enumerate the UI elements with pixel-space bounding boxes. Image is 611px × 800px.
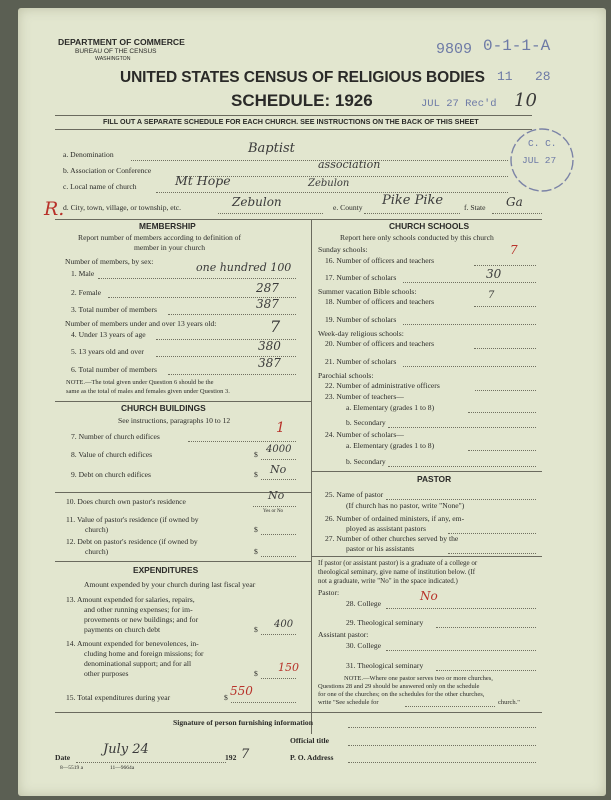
q24b-label: b. Secondary xyxy=(346,457,386,466)
q13-value[interactable]: 400 xyxy=(274,619,294,630)
q9-value[interactable]: No xyxy=(270,463,287,476)
official-title-label: Official title xyxy=(290,736,330,745)
q14-line1: 14. Amount expended for benevolences, in- xyxy=(66,639,199,648)
dollar-sign: $ xyxy=(254,470,258,479)
pastor-sub: Pastor: xyxy=(318,588,340,597)
pastor-note1: NOTE.—Where one pastor serves two or more churches, xyxy=(344,675,493,682)
q27-label: 27. Number of other churches served by the xyxy=(325,534,459,543)
form-code: 0-1-1-A xyxy=(483,37,551,55)
date-label: Date xyxy=(55,753,71,762)
association-value[interactable]: association xyxy=(318,158,381,171)
q8-value[interactable]: 4000 xyxy=(266,444,292,455)
sunday-label: Sunday schools: xyxy=(318,245,368,254)
q7-value[interactable]: 1 xyxy=(276,420,285,436)
date-value[interactable]: July 24 xyxy=(103,742,149,757)
assistant-sub: Assistant pastor: xyxy=(318,630,369,639)
q9-label: 9. Debt on church edifices xyxy=(71,470,151,479)
q2-value[interactable]: 287 xyxy=(256,281,279,295)
age-label: Number of members under and over 13 years old: xyxy=(65,319,217,328)
q13-line1: 13. Amount expended for salaries, repairs, xyxy=(66,595,195,604)
church-name-value2[interactable]: Zebulon xyxy=(308,178,350,189)
by-sex-label: Number of members, by sex: xyxy=(65,257,154,266)
q30-label: 30. College xyxy=(346,641,382,650)
q8-label: 8. Value of church edifices xyxy=(71,450,153,459)
q13-line2: and other running expenses; for im- xyxy=(84,605,193,614)
q10-label: 10. Does church own pastor's residence xyxy=(66,497,186,506)
grad-instr2: theological seminary, give name of institution below. (If xyxy=(318,568,476,576)
year-digit[interactable]: 7 xyxy=(241,747,250,762)
dollar-sign: $ xyxy=(254,669,258,678)
q5-value[interactable]: 380 xyxy=(258,339,281,353)
q1-label: 1. Male xyxy=(71,269,95,278)
q25-label: 25. Name of pastor xyxy=(325,490,384,499)
schools-title: CHURCH SCHOOLS xyxy=(389,221,470,231)
q11-label: 11. Value of pastor's residence (if owned by xyxy=(66,515,199,524)
po-address-label: P. O. Address xyxy=(290,753,334,762)
membership-title: MEMBERSHIP xyxy=(139,221,196,231)
seal-date: JUL 27 xyxy=(522,155,557,166)
q10-value[interactable]: No xyxy=(268,489,285,502)
instruction-line: FILL OUT A SEPARATE SCHEDULE FOR EACH CHURCH. SEE INSTRUCTIONS ON THE BACK OF THIS SHEET xyxy=(103,117,479,126)
pastor-note4: write "See schedule for xyxy=(318,699,379,706)
dollar-sign: $ xyxy=(254,525,258,534)
q3-label: 3. Total number of members xyxy=(71,305,158,314)
q24a-label: a. Elementary (grades 1 to 8) xyxy=(346,441,435,450)
parochial-label: Parochial schools: xyxy=(318,371,374,380)
census-form xyxy=(18,8,606,796)
q31-label: 31. Theological seminary xyxy=(346,661,424,670)
q14-value[interactable]: 150 xyxy=(278,661,299,674)
weekday-label: Week-day religious schools: xyxy=(318,329,404,338)
q12-label-2: church) xyxy=(85,547,109,556)
q4-label: 4. Under 13 years of age xyxy=(71,330,146,339)
stamp-28: 28 xyxy=(535,69,551,84)
q4-value[interactable]: 7 xyxy=(270,317,281,336)
expenditures-sub: Amount expended by your church during last fiscal year xyxy=(84,580,256,589)
q23-label: 23. Number of teachers— xyxy=(325,392,404,401)
membership-intro2: member in your church xyxy=(134,243,206,252)
q15-label: 15. Total expenditures during year xyxy=(66,693,171,702)
q10-hint: Yes or No xyxy=(263,509,284,514)
q25-hint: (If church has no pastor, write "None") xyxy=(346,501,465,510)
q18-label: 18. Number of officers and teachers xyxy=(325,297,435,306)
pastor-title: PASTOR xyxy=(417,474,452,484)
form-title: UNITED STATES CENSUS OF RELIGIOUS BODIES xyxy=(120,69,485,86)
bureau-label: BUREAU OF THE CENSUS xyxy=(75,48,157,55)
r-mark: R. xyxy=(44,198,65,220)
q1-value[interactable]: one hundred 100 xyxy=(196,261,292,274)
q16-value[interactable]: 7 xyxy=(510,243,518,257)
q13-line4: payments on church debt xyxy=(84,625,161,634)
q19-label: 19. Number of scholars xyxy=(325,315,397,324)
city-label: WASHINGTON xyxy=(95,56,131,62)
q11-label-2: church) xyxy=(85,525,109,534)
q28-value[interactable]: No xyxy=(420,589,438,603)
dollar-sign: $ xyxy=(254,547,258,556)
q13-line3: provements or new buildings; and for xyxy=(84,615,199,624)
q7-label: 7. Number of church edifices xyxy=(71,432,160,441)
association-label: b. Association or Conference xyxy=(63,166,152,175)
q6-label: 6. Total number of members xyxy=(71,365,158,374)
q14-line4: other purposes xyxy=(84,669,129,678)
q18-value[interactable]: 7 xyxy=(488,290,495,301)
received-number: 10 xyxy=(514,90,537,111)
received-stamp: JUL 27 Rec'd xyxy=(421,98,497,110)
q6-value[interactable]: 387 xyxy=(258,356,281,370)
q28-label: 28. College xyxy=(346,599,382,608)
q23a-label: a. Elementary (grades 1 to 8) xyxy=(346,403,435,412)
q17-value[interactable]: 30 xyxy=(486,267,502,281)
membership-intro1: Report number of members according to definition of xyxy=(78,233,242,242)
q2-label: 2. Female xyxy=(71,288,101,297)
q12-label: 12. Debt on pastor's residence (if owned by xyxy=(66,537,198,546)
stamp-number: 9809 xyxy=(436,41,473,58)
denomination-label: a. Denomination xyxy=(63,150,114,159)
q14-line3: denominational support; and for all xyxy=(84,659,192,668)
dollar-sign: $ xyxy=(254,450,258,459)
q26-label: 26. Number of ordained ministers, if any, em- xyxy=(325,514,465,523)
pastor-note2: Questions 28 and 29 should be answered only on the schedule xyxy=(318,683,480,690)
department-label: DEPARTMENT OF COMMERCE xyxy=(58,37,185,47)
denomination-value[interactable]: Baptist xyxy=(248,141,295,156)
q3-value[interactable]: 387 xyxy=(256,297,279,311)
q14-line2: cluding home and foreign missions; for xyxy=(84,649,204,658)
state-label: f. State xyxy=(464,203,486,212)
q23b-label: b. Secondary xyxy=(346,418,386,427)
q5-label: 5. 13 years old and over xyxy=(71,347,144,356)
q24-label: 24. Number of scholars— xyxy=(325,430,404,439)
grad-instr3: not a graduate, write "No" in the space indicated.) xyxy=(318,577,458,585)
buildings-title: CHURCH BUILDINGS xyxy=(121,403,206,413)
membership-note1: NOTE.—The total given under Question 6 should be the xyxy=(66,379,214,386)
signature-label: Signature of person furnishing information xyxy=(173,718,313,727)
summer-label: Summer vacation Bible schools: xyxy=(318,287,417,296)
schedule-title: SCHEDULE: 1926 xyxy=(231,91,373,110)
q16-label: 16. Number of officers and teachers xyxy=(325,256,435,265)
state-value[interactable]: Ga xyxy=(506,195,523,209)
membership-note2: same as the total of males and females given under Question 3. xyxy=(66,388,230,395)
q15-value[interactable]: 550 xyxy=(230,684,253,698)
q17-label: 17. Number of scholars xyxy=(325,273,397,282)
q27-label-2: pastor or his assistants xyxy=(346,544,415,553)
stamp-11: 11 xyxy=(497,69,513,84)
q21-label: 21. Number of scholars xyxy=(325,357,397,366)
seal-cc: C. C. xyxy=(528,138,557,149)
q29-label: 29. Theological seminary xyxy=(346,618,424,627)
q22-label: 22. Number of administrative officers xyxy=(325,381,440,390)
q20-label: 20. Number of officers and teachers xyxy=(325,339,435,348)
dollar-sign: $ xyxy=(254,625,258,634)
city-value[interactable]: Zebulon xyxy=(232,195,282,209)
expenditures-title: EXPENDITURES xyxy=(133,565,199,575)
print-number: 11—9664a xyxy=(110,765,135,771)
church-name-value[interactable]: Mt Hope xyxy=(175,173,231,188)
county-value[interactable]: Pike Pike xyxy=(382,193,444,208)
grad-instr1: If pastor (or assistant pastor) is a graduate of a college or xyxy=(318,559,478,567)
church-name-label: c. Local name of church xyxy=(63,182,137,191)
dollar-sign: $ xyxy=(224,693,228,702)
year-label: 192 xyxy=(225,753,237,762)
buildings-sub: See instructions, paragraphs 10 to 12 xyxy=(118,416,231,425)
q26-label-2: ployed as assistant pastors xyxy=(346,524,426,533)
county-label: e. County xyxy=(333,203,363,212)
pastor-note5: church." xyxy=(498,699,520,706)
pastor-note3: for one of the churches; on the schedules for the other churches, xyxy=(318,691,485,698)
form-number: 8—5519 a xyxy=(60,765,84,771)
schools-intro: Report here only schools conducted by this church xyxy=(340,233,494,242)
city-label: d. City, town, village, or township, etc. xyxy=(63,203,182,212)
